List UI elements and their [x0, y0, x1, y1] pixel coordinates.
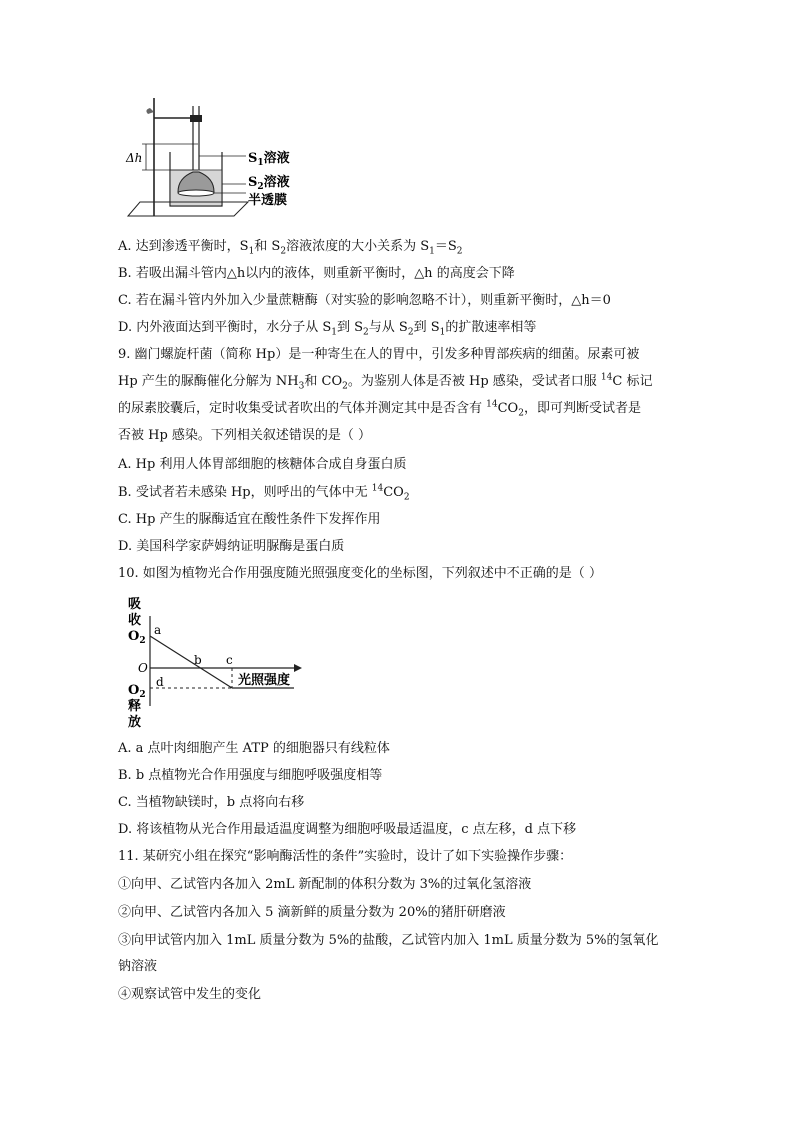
clamp-knob	[146, 108, 154, 114]
q9-stem-line-1: 9. 幽门螺旋杆菌（简称 Hp）是一种寄生在人的胃中，引发多种胃部疾病的细菌。尿素可被	[118, 347, 640, 362]
x-axis-label: 光照强度	[238, 673, 291, 688]
y-bot-label-2: 释	[128, 699, 142, 714]
x-axis-arrow	[294, 664, 302, 672]
y-bot-label-3: 放	[128, 715, 142, 730]
s2-label: $S_2$溶液	[248, 175, 290, 192]
q10-option-c: C. 当植物缺镁时，b 点将向右移	[118, 795, 305, 810]
q11-stem: 11. 某研究小组在探究“影响酶活性的条件”实验时，设计了如下实验操作步骤：	[118, 849, 573, 864]
point-d-label: d	[156, 675, 164, 689]
point-a-label: a	[154, 623, 162, 637]
s1-label: $S_1$溶液	[248, 151, 290, 168]
q10-option-a: A. a 点叶肉细胞产生 ATP 的细胞器只有线粒体	[118, 741, 390, 756]
q8-option-c: C. 若在漏斗管内外加入少量蔗糖酶（对实验的影响忽略不计），则重新平衡时，△h＝0	[118, 293, 611, 308]
q8-option-d: D. 内外液面达到平衡时，水分子从 $S_1$到 $S_2$与从 $S_2$到 $S_1$的扩散速率相等	[118, 320, 537, 338]
membrane-label: 半透膜	[248, 193, 288, 208]
q9-option-c: C. Hp 产生的脲酶适宜在酸性条件下发挥作用	[118, 512, 381, 527]
photosynthesis-graph	[118, 594, 308, 734]
q9-option-b: B. 受试者若未感染 Hp，则呼出的气体中无 $^{14}CO_2$	[118, 483, 410, 503]
q11-step-2: ②向甲、乙试管内各加入 5 滴新鲜的质量分数为 20%的猪肝研磨液	[118, 905, 506, 920]
q8-option-a: A. 达到渗透平衡时，$S_1$和 $S_2$溶液浓度的大小关系为 $S_1=S_2$	[118, 239, 463, 257]
q9-option-a: A. Hp 利用人体胃部细胞的核糖体合成自身蛋白质	[118, 457, 407, 472]
q8-option-b: B. 若吸出漏斗管内△h以内的液体，则重新平衡时，△h 的高度会下降	[118, 266, 515, 281]
delta-h-label: Δh	[126, 151, 143, 165]
y-top-label-1: 吸	[128, 597, 142, 612]
point-c-label: c	[226, 653, 233, 667]
point-b-label: b	[194, 653, 202, 667]
y-bot-label-1: $O_2$	[128, 683, 146, 700]
q11-step-4: ④观察试管中发生的变化	[118, 987, 262, 1002]
q11-step-3-line-1: ③向甲试管内加入 1mL 质量分数为 5%的盐酸，乙试管内加入 1mL 质量分数为 5%的氢氧化	[118, 933, 659, 948]
y-top-label-3: $O_2$	[128, 629, 146, 646]
q10-option-d: D. 将该植物从光合作用最适温度调整为细胞呼吸最适温度，c 点左移，d 点下移	[118, 822, 577, 837]
q10-stem: 10. 如图为植物光合作用强度随光照强度变化的坐标图，下列叙述中不正确的是（ ）	[118, 566, 602, 581]
q11-step-3-line-2: 钠溶液	[118, 959, 158, 974]
q10-option-b: B. b 点植物光合作用强度与细胞呼吸强度相等	[118, 768, 383, 783]
q9-stem-line-3: 的尿素胶囊后，定时收集受试者吹出的气体并测定其中是否含有 $^{14}CO_2$，即可判断受试者是	[118, 399, 641, 419]
q9-stem-line-2: Hp 产生的脲酶催化分解为 $NH_3$和 $CO_2$。为鉴别人体是否被 Hp 感染，受试者口服 $^{14}$C 标记	[118, 372, 653, 392]
q9-option-d: D. 美国科学家萨姆纳证明脲酶是蛋白质	[118, 539, 345, 554]
origin-label: O	[138, 661, 148, 675]
osmosis-apparatus-figure	[118, 92, 318, 222]
q9-stem-line-4: 否被 Hp 感染。下列相关叙述错误的是（ ）	[118, 428, 372, 443]
y-top-label-2: 收	[128, 613, 142, 628]
clamp-holder	[190, 115, 202, 122]
q11-step-1: ①向甲、乙试管内各加入 2mL 新配制的体积分数为 3%的过氧化氢溶液	[118, 877, 532, 892]
funnel-membrane	[178, 190, 214, 196]
